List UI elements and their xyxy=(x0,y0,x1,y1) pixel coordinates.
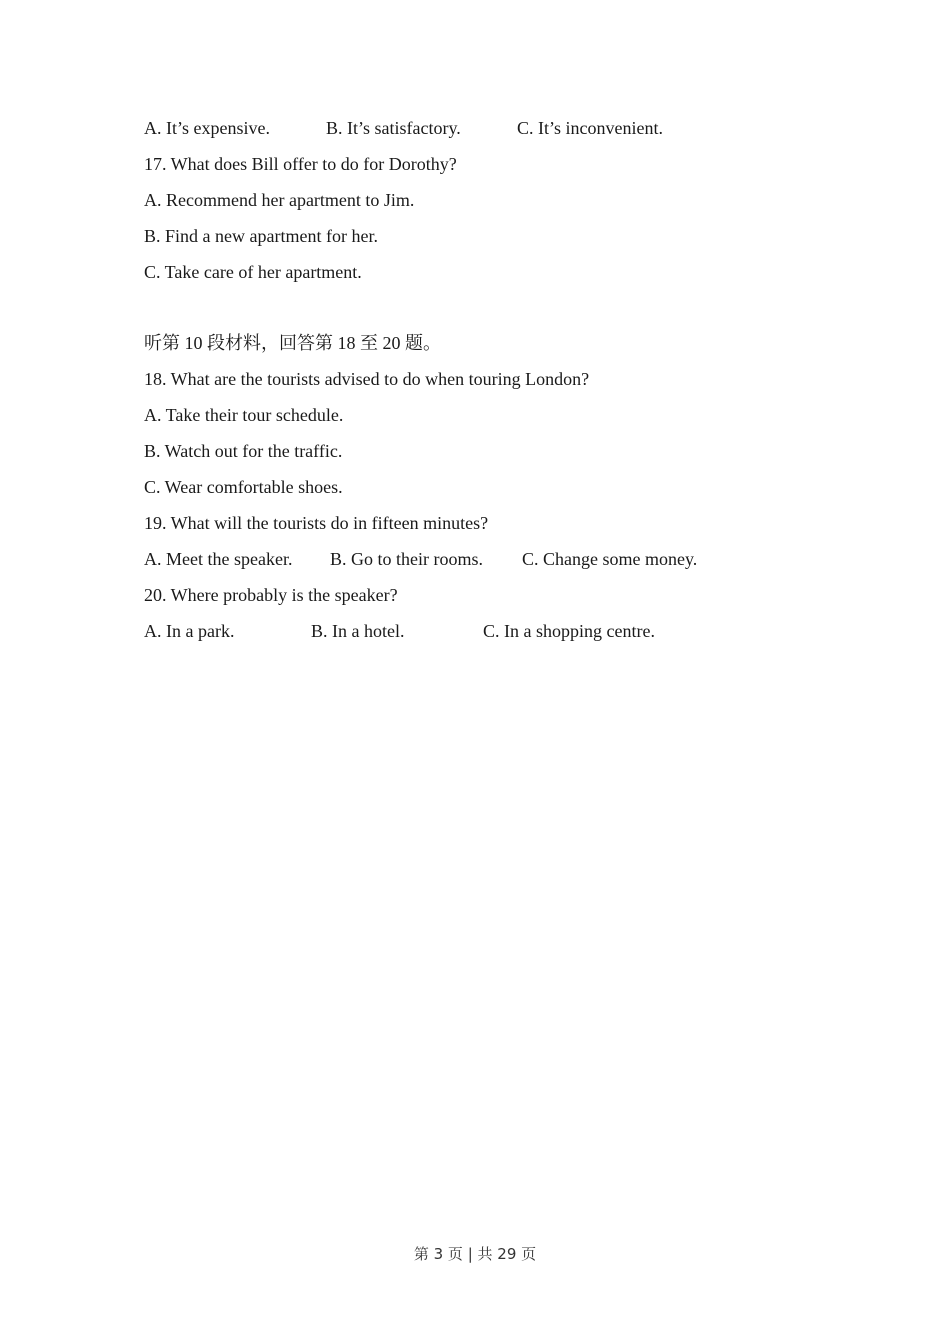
q19-question: 19. What will the tourists do in fifteen minutes? xyxy=(144,513,489,533)
q19-option-a: A. Meet the speaker. xyxy=(144,549,293,569)
section-10-instruction: 听第 10 段材料，回答第 18 至 20 题。 xyxy=(144,333,441,353)
q20-option-c: C. In a shopping centre. xyxy=(483,621,655,641)
q18-option-b: B. Watch out for the traffic. xyxy=(144,441,343,461)
q17-option-b: B. Find a new apartment for her. xyxy=(144,226,378,246)
q17-option-c: C. Take care of her apartment. xyxy=(144,262,362,282)
q18-option-a: A. Take their tour schedule. xyxy=(144,405,344,425)
q16-option-b: B. It’s satisfactory. xyxy=(326,118,461,138)
q18-question: 18. What are the tourists advised to do when touring London? xyxy=(144,369,590,389)
page-footer: 第 3 页 | 共 29 页 xyxy=(413,1245,537,1263)
q19-option-b: B. Go to their rooms. xyxy=(330,549,483,569)
q16-option-a: A. It’s expensive. xyxy=(144,118,270,138)
q18-option-c: C. Wear comfortable shoes. xyxy=(144,477,343,497)
q17-option-a: A. Recommend her apartment to Jim. xyxy=(144,190,415,210)
q20-question: 20. Where probably is the speaker? xyxy=(144,585,398,605)
q19-option-c: C. Change some money. xyxy=(522,549,698,569)
q20-option-a: A. In a park. xyxy=(144,621,235,641)
q20-option-b: B. In a hotel. xyxy=(311,621,405,641)
q16-option-c: C. It’s inconvenient. xyxy=(517,118,663,138)
q17-question: 17. What does Bill offer to do for Dorothy? xyxy=(144,154,457,174)
